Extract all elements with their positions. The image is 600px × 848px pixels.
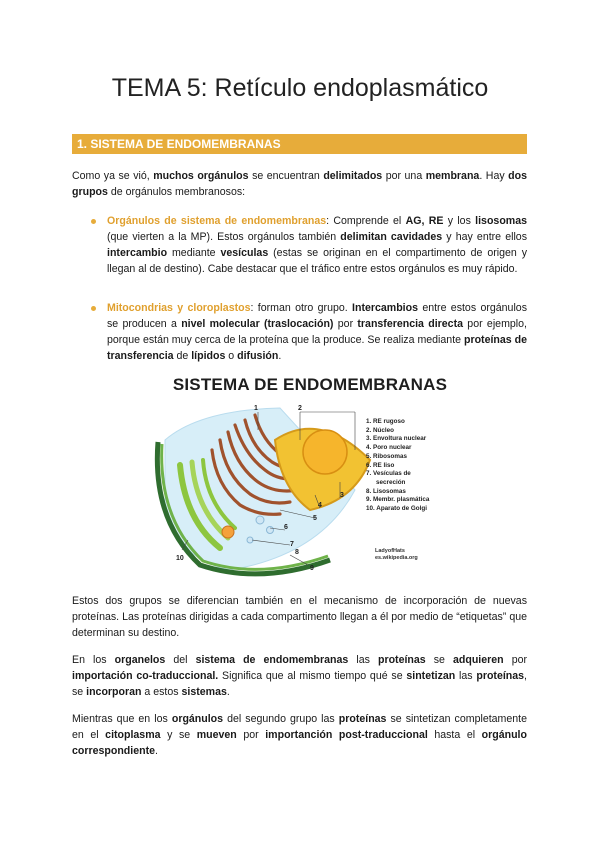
bullet-dot — [91, 306, 96, 311]
bullet-dot — [91, 219, 96, 224]
legend-item: secreción — [376, 478, 406, 486]
label-number-8: 8 — [295, 549, 299, 556]
legend-item: 2. Núcleo — [366, 426, 394, 434]
label-number-1: 1 — [254, 405, 258, 412]
paragraph-posttraduccional: Mientras que en los orgánulos del segundo grupo las proteínas se sintetizan completamente en el citoplasma y se mueven por importanción post-traduccional hasta el orgánulo correspondiente. — [72, 713, 527, 757]
endomembrane-figure — [140, 370, 460, 580]
paragraph-cotraduccional: En los organelos del sistema de endomembranas las proteínas se adquieren por importación co-traduccional. Significa que al mismo tiempo qué se sintetizan las proteínas, se incorporan a estos sistemas. — [72, 654, 528, 698]
bullet-mitocondrias: Mitocondrias y cloroplastos: forman otro grupo. Intercambios entre estos orgánulos se producen a nivel molecular (traslocación) por transferencia directa por ejemplo, porque están muy cerca de la proteína que la produce. Se realiza mediante proteínas de transferencia de lípidos o difusión. — [107, 300, 527, 364]
label-number-7: 7 — [290, 541, 294, 548]
legend-item: 8. Lisosomas — [366, 487, 406, 495]
label-number-6: 6 — [284, 524, 288, 531]
legend-item: 9. Membr. plasmática — [366, 496, 430, 504]
label-number-9: 9 — [310, 565, 314, 572]
label-number-4: 4 — [318, 502, 322, 509]
label-number-2: 2 — [298, 405, 302, 412]
legend-item: 3. Envoltura nuclear — [366, 435, 427, 443]
bullet-endomembranas: Orgánulos de sistema de endomembranas: Comprende el AG, RE y los lisosomas (que vierten a la MP). Estos orgánulos también delimitan cavidades y hay entre ellos intercambio mediante vesículas (estas se originan en el compartimento de origen y llegan al de destino). Cabe destacar que el tráfico entre estos orgánulos es muy rápido. — [107, 213, 527, 277]
page-title: TEMA 5: Retículo endoplasmático — [111, 74, 489, 102]
figure-title: SISTEMA DE ENDOMEMBRANAS — [172, 375, 448, 394]
nucleus-shape — [303, 430, 347, 474]
section-heading: 1. SISTEMA DE ENDOMEMBRANAS — [72, 134, 527, 154]
label-number-3: 3 — [340, 492, 344, 499]
paragraph-etiquetas: Estos dos grupos se diferencian también en el mecanismo de incorporación de nuevas proteínas. Las proteínas dirigidas a cada compartimento llegan a él por medio de “etiquetas” que determinan su destino. — [72, 595, 527, 639]
legend-item: 4. Poro nuclear — [366, 444, 412, 452]
figure-legend — [366, 418, 429, 514]
legend-item: 7. Vesículas de — [366, 470, 411, 478]
label-number-5: 5 — [313, 515, 317, 522]
label-number-10: 10 — [176, 555, 184, 562]
legend-item: 1. RE rugoso — [366, 418, 405, 425]
legend-item: 5. Ribosomas — [366, 452, 407, 460]
legend-item: 6. RE liso — [366, 461, 395, 469]
figure-credit: LadyofHats es.wikipedia.org — [375, 548, 418, 561]
lysosome-shape — [222, 526, 234, 538]
intro-paragraph: Como ya se vió, muchos orgánulos se encuentran delimitados por una membrana. Hay dos grupos de orgánulos membranosos: — [72, 170, 527, 198]
legend-item: 10. Aparato de Golgi — [366, 505, 427, 513]
